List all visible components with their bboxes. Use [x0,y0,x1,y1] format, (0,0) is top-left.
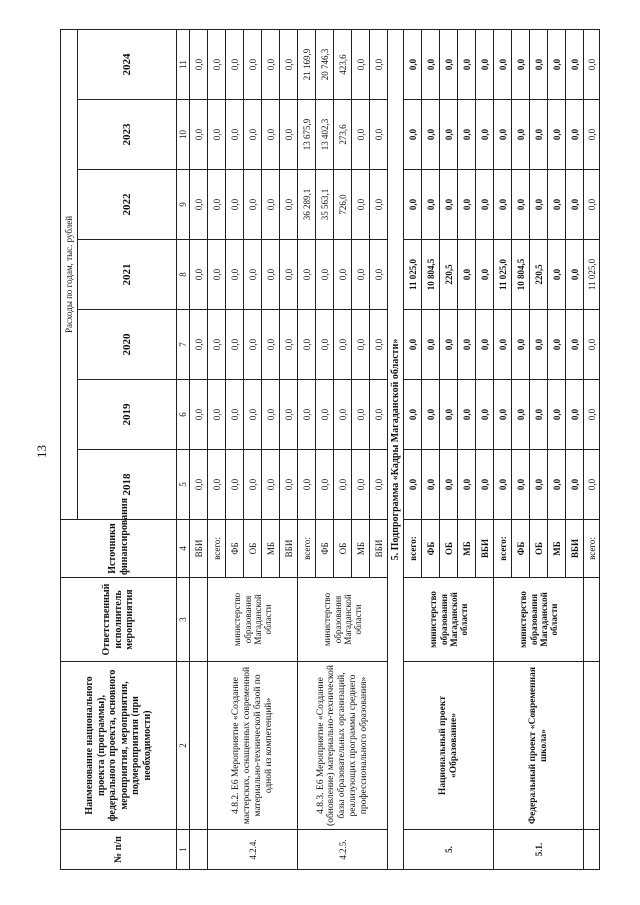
value-cell: 0,0 [334,240,352,310]
value-cell: 0,0 [566,240,584,310]
column-number: 9 [177,170,190,240]
header-row-1 [61,29,78,869]
column-number: 3 [177,578,190,662]
source-cell: всего: [208,520,226,578]
source-cell: ОБ [334,520,352,578]
value-cell: 0,0 [226,310,244,380]
value-cell: 0,0 [494,450,512,520]
value-cell: 0,0 [422,100,440,170]
value-cell: 0,0 [566,310,584,380]
value-cell: 0,0 [584,100,600,170]
value-cell: 13 675,9 [298,100,316,170]
table-row [208,29,226,869]
value-cell: 0,0 [494,100,512,170]
column-number: 7 [177,310,190,380]
value-cell: 11 025,0 [404,240,422,310]
value-cell: 0,0 [530,170,548,240]
value-cell: 0,0 [404,100,422,170]
value-cell: 0,0 [244,310,262,380]
header-year: 2021 [78,240,177,310]
value-cell: 0,0 [512,450,530,520]
value-cell: 0,0 [548,100,566,170]
value-cell: 0,0 [244,380,262,450]
value-cell: 0,0 [316,450,334,520]
source-cell: ОБ [440,520,458,578]
value-cell: 0,0 [404,450,422,520]
value-cell: 0,0 [262,100,280,170]
value-cell: 0,0 [584,450,600,520]
value-cell: 0,0 [530,310,548,380]
header-year: 2019 [78,380,177,450]
value-cell: 0,0 [494,170,512,240]
executor-cell [190,578,208,662]
column-number: 6 [177,380,190,450]
value-cell: 0,0 [352,240,370,310]
subprogram-row [388,29,404,869]
value-cell: 0,0 [476,380,494,450]
value-cell: 10 804,5 [422,240,440,310]
value-cell: 0,0 [280,29,298,99]
value-cell: 0,0 [226,100,244,170]
source-cell: всего: [584,520,600,578]
value-cell: 36 289,1 [298,170,316,240]
value-cell: 0,0 [458,170,476,240]
value-cell: 21 169,9 [298,29,316,99]
value-cell: 0,0 [458,310,476,380]
value-cell: 0,0 [226,170,244,240]
value-cell: 0,0 [280,240,298,310]
value-cell: 0,0 [458,450,476,520]
value-cell: 11 025,0 [584,240,600,310]
value-cell: 0,0 [226,29,244,99]
value-cell: 0,0 [422,170,440,240]
source-cell: ВБИ [370,520,388,578]
source-cell: МБ [548,520,566,578]
value-cell: 20 746,3 [316,29,334,99]
value-cell: 0,0 [440,29,458,99]
value-cell: 0,0 [404,170,422,240]
value-cell: 0,0 [334,450,352,520]
value-cell: 0,0 [352,450,370,520]
value-cell: 0,0 [208,170,226,240]
rotated-page [60,30,620,870]
value-cell: 0,0 [512,100,530,170]
value-cell: 0,0 [190,170,208,240]
value-cell: 0,0 [244,29,262,99]
value-cell: 0,0 [208,380,226,450]
row-executor: министерство образования Магаданской области [404,578,494,662]
header-source: Источники финансирования [61,520,177,578]
source-cell: ФБ [512,520,530,578]
value-cell: 0,0 [566,380,584,450]
table-row [494,29,512,869]
value-cell: 0,0 [458,29,476,99]
value-cell: 0,0 [422,29,440,99]
value-cell: 0,0 [280,310,298,380]
name-cell [584,662,600,830]
source-cell: МБ [352,520,370,578]
value-cell: 0,0 [352,100,370,170]
column-number: 10 [177,100,190,170]
value-cell: 10 804,5 [512,240,530,310]
value-cell: 0,0 [440,380,458,450]
subprogram-title: 5. Подпрограмма «Кадры Магаданской области» [388,29,404,869]
value-cell: 0,0 [530,100,548,170]
value-cell: 726,0 [334,170,352,240]
row-name: 4.8.3. Е6 Мероприятие «Создание (обновление) материально-технической базы образовательных организаций, реализующих программы среднего профессионального образования» [298,662,388,830]
value-cell: 0,0 [548,310,566,380]
value-cell: 0,0 [370,240,388,310]
value-cell: 0,0 [458,380,476,450]
value-cell: 0,0 [440,450,458,520]
value-cell: 0,0 [584,170,600,240]
value-cell: 0,0 [262,240,280,310]
value-cell: 11 025,0 [494,240,512,310]
source-cell: ФБ [422,520,440,578]
table-body [61,29,600,869]
value-cell: 35 563,1 [316,170,334,240]
value-cell: 0,0 [512,380,530,450]
value-cell: 0,0 [370,310,388,380]
source-cell: ОБ [244,520,262,578]
value-cell: 0,0 [298,450,316,520]
value-cell: 0,0 [566,450,584,520]
value-cell: 220,5 [440,240,458,310]
value-cell: 0,0 [476,310,494,380]
value-cell: 0,0 [298,240,316,310]
value-cell: 0,0 [512,170,530,240]
value-cell: 0,0 [262,170,280,240]
value-cell: 0,0 [262,450,280,520]
value-cell: 0,0 [280,170,298,240]
value-cell: 0,0 [494,29,512,99]
row-number: 4.2.5. [298,830,388,870]
value-cell: 0,0 [370,450,388,520]
source-cell: ВБИ [566,520,584,578]
table-row [404,29,422,869]
value-cell: 0,0 [244,170,262,240]
value-cell: 0,0 [262,380,280,450]
value-cell: 0,0 [458,240,476,310]
source-cell: ВБИ [476,520,494,578]
column-number: 2 [177,662,190,830]
table-row [584,29,600,869]
value-cell: 0,0 [190,100,208,170]
row-executor: министерство образования Магаданской области [208,578,298,662]
source-cell: всего: [494,520,512,578]
value-cell: 0,0 [494,380,512,450]
no-cell [584,830,600,870]
value-cell: 0,0 [244,240,262,310]
value-cell: 0,0 [208,100,226,170]
value-cell: 0,0 [244,450,262,520]
source-cell: всего: [404,520,422,578]
value-cell: 13 402,3 [316,100,334,170]
value-cell: 0,0 [352,29,370,99]
value-cell: 0,0 [584,29,600,99]
no-cell [190,830,208,870]
value-cell: 0,0 [404,29,422,99]
value-cell: 0,0 [584,310,600,380]
source-cell: всего: [298,520,316,578]
column-number: 4 [177,520,190,578]
value-cell: 0,0 [244,100,262,170]
value-cell: 0,0 [458,100,476,170]
column-number: 8 [177,240,190,310]
value-cell: 0,0 [566,170,584,240]
value-cell: 0,0 [566,29,584,99]
value-cell: 0,0 [226,380,244,450]
budget-table [60,29,600,870]
value-cell: 0,0 [190,380,208,450]
value-cell: 0,0 [494,310,512,380]
value-cell: 0,0 [512,310,530,380]
value-cell: 0,0 [334,380,352,450]
value-cell: 0,0 [548,170,566,240]
table-row [298,29,316,869]
header-name: Наименование национального проекта (программы), федерального проекта, основного мероприятия, мероприятия, подмероприятия (при необходимости) [61,662,177,830]
value-cell: 0,0 [440,100,458,170]
value-cell: 0,0 [352,170,370,240]
value-cell: 0,0 [530,450,548,520]
value-cell: 0,0 [190,450,208,520]
value-cell: 0,0 [440,170,458,240]
header-executor: Ответственный исполнитель мероприятия [61,578,177,662]
row-name: Национальный проект «Образование» [404,662,494,830]
value-cell: 0,0 [334,310,352,380]
name-cell [190,662,208,830]
continuation-row [190,29,208,869]
row-number: 5.1. [494,830,584,870]
page-number: 13 [34,445,49,458]
value-cell: 0,0 [208,240,226,310]
header-year: 2023 [78,100,177,170]
value-cell: 0,0 [298,380,316,450]
source-cell: ВБИ [190,520,208,578]
value-cell: 0,0 [422,450,440,520]
value-cell: 0,0 [316,310,334,380]
row-number: 5. [404,830,494,870]
value-cell: 0,0 [548,380,566,450]
value-cell: 0,0 [422,310,440,380]
value-cell: 0,0 [262,29,280,99]
value-cell: 273,6 [334,100,352,170]
value-cell: 0,0 [512,29,530,99]
value-cell: 0,0 [476,450,494,520]
value-cell: 0,0 [190,240,208,310]
row-number: 4.2.4. [208,830,298,870]
value-cell: 0,0 [226,450,244,520]
value-cell: 423,6 [334,29,352,99]
header-expenses: Расходы по годам, тыс. рублей [61,29,78,519]
value-cell: 0,0 [262,310,280,380]
value-cell: 0,0 [404,310,422,380]
column-number: 5 [177,450,190,520]
value-cell: 0,0 [548,240,566,310]
value-cell: 0,0 [370,170,388,240]
source-cell: МБ [262,520,280,578]
header-no: № п/п [61,830,177,870]
value-cell: 0,0 [566,100,584,170]
value-cell: 0,0 [208,29,226,99]
value-cell: 0,0 [280,450,298,520]
value-cell: 0,0 [316,240,334,310]
value-cell: 0,0 [316,380,334,450]
source-cell: ФБ [316,520,334,578]
value-cell: 0,0 [226,240,244,310]
row-name: 4.8.2. Е6 Мероприятие «Создание мастерских, оснащенных современной материально-технической базой по одной из компетенций» [208,662,298,830]
source-cell: ОБ [530,520,548,578]
value-cell: 0,0 [190,29,208,99]
column-number: 1 [177,830,190,870]
value-cell: 0,0 [422,380,440,450]
value-cell: 0,0 [370,100,388,170]
value-cell: 0,0 [370,29,388,99]
value-cell: 0,0 [548,29,566,99]
value-cell: 0,0 [404,380,422,450]
value-cell: 0,0 [280,100,298,170]
value-cell: 0,0 [476,100,494,170]
column-number-row [177,29,190,869]
value-cell: 0,0 [584,380,600,450]
value-cell: 0,0 [476,29,494,99]
value-cell: 0,0 [352,310,370,380]
value-cell: 0,0 [280,380,298,450]
source-cell: ФБ [226,520,244,578]
row-executor: министерство образования Магаданской области [494,578,584,662]
header-year: 2022 [78,170,177,240]
header-year: 2024 [78,29,177,99]
value-cell: 0,0 [298,310,316,380]
value-cell: 0,0 [530,380,548,450]
column-number: 11 [177,29,190,99]
value-cell: 0,0 [548,450,566,520]
header-year: 2018 [78,450,177,520]
value-cell: 0,0 [476,240,494,310]
source-cell: МБ [458,520,476,578]
source-cell: ВБИ [280,520,298,578]
value-cell: 0,0 [370,380,388,450]
value-cell: 0,0 [208,450,226,520]
value-cell: 220,5 [530,240,548,310]
row-executor: министерство образования Магаданской области [298,578,388,662]
value-cell: 0,0 [476,170,494,240]
header-year: 2020 [78,310,177,380]
executor-cell [584,578,600,662]
value-cell: 0,0 [440,310,458,380]
value-cell: 0,0 [352,380,370,450]
row-name: Федеральный проект «Современная школа» [494,662,584,830]
value-cell: 0,0 [530,29,548,99]
value-cell: 0,0 [190,310,208,380]
value-cell: 0,0 [208,310,226,380]
